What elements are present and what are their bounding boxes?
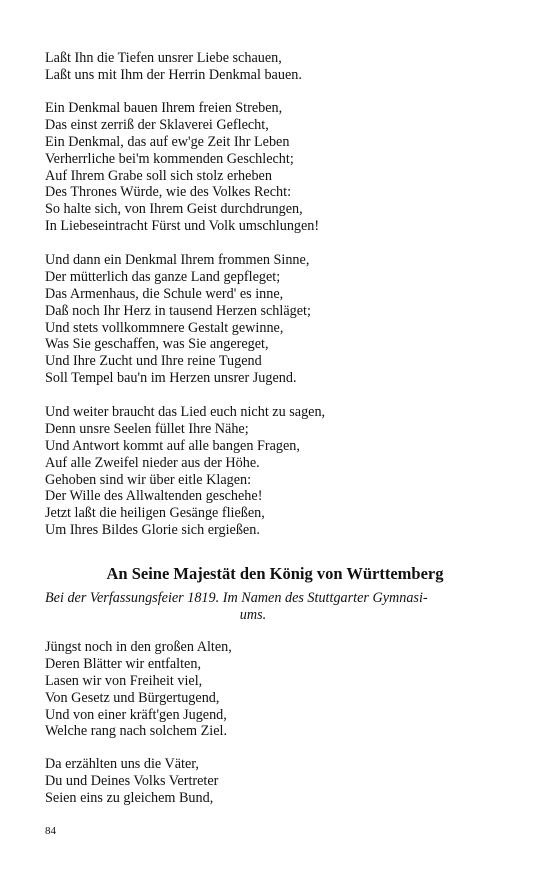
- verse-line: Der Wille des Allwaltenden geschehe!: [45, 488, 263, 505]
- poem-stanza: [45, 404, 475, 539]
- poem-stanza: [45, 639, 475, 740]
- page-number: 84: [45, 825, 56, 837]
- verse-line: Was Sie geschaffen, was Sie angereget,: [45, 336, 269, 353]
- subtitle-line: ums.: [239, 607, 267, 623]
- poem-subtitle: [45, 590, 461, 624]
- verse-line: Soll Tempel bau'n im Herzen unsrer Jugend.: [45, 370, 297, 387]
- verse-line: Das einst zerriß der Sklaverei Geflecht,: [45, 116, 269, 133]
- verse-line: Von Gesetz und Bürgertugend,: [45, 689, 220, 706]
- verse-line: Und Ihre Zucht und Ihre reine Tugend: [45, 353, 262, 370]
- verse-line: Ein Denkmal bauen Ihrem freien Streben,: [45, 100, 283, 116]
- verse-line: Lasen wir von Freiheit viel,: [45, 672, 203, 689]
- poem-title: An Seine Majestät den König von Württemberg: [106, 564, 444, 583]
- verse-line: Denn unsre Seelen füllet Ihre Nähe;: [45, 420, 249, 437]
- verse-line: Verherrliche bei'm kommenden Geschlecht;: [45, 150, 294, 167]
- verse-line: Auf alle Zweifel nieder aus der Höhe.: [45, 454, 260, 471]
- verse-line: Deren Blätter wir entfalten,: [45, 655, 201, 672]
- verse-line: Laßt Ihn die Tiefen unsrer Liebe schauen,: [45, 50, 282, 66]
- verse-line: Und dann ein Denkmal Ihrem frommen Sinne,: [45, 252, 310, 268]
- verse-line: Auf Ihrem Grabe soll sich stolz erheben: [45, 167, 272, 184]
- poem-stanza: [45, 756, 475, 807]
- verse-line: Daß noch Ihr Herz in tausend Herzen schläget;: [45, 302, 311, 319]
- verse-line: Und stets vollkommnere Gestalt gewinne,: [45, 319, 284, 336]
- verse-line: Des Thrones Würde, wie des Volkes Recht:: [45, 184, 292, 201]
- verse-line: Welche rang nach solchem Ziel.: [45, 723, 228, 740]
- verse-line: Und weiter braucht das Lied euch nicht zu sagen,: [45, 404, 326, 420]
- verse-line: Du und Deines Volks Vertreter: [45, 772, 219, 789]
- subtitle-line: Bei der Verfassungsfeier 1819. Im Namen des Stuttgarter Gymnasi-: [45, 590, 428, 606]
- verse-line: Und von einer kräft'gen Jugend,: [45, 706, 227, 723]
- verse-line: So halte sich, von Ihrem Geist durchdrungen,: [45, 201, 303, 218]
- verse-line: Und Antwort kommt auf alle bangen Fragen,: [45, 437, 300, 454]
- verse-line: Da erzählten uns die Väter,: [45, 756, 199, 772]
- verse-line: Der mütterlich das ganze Land gepfleget;: [45, 268, 281, 285]
- verse-line: Das Armenhaus, die Schule werd' es inne,: [45, 285, 284, 302]
- verse-line: Gehoben sind wir über eitle Klagen:: [45, 471, 252, 488]
- verse-line: Laßt uns mit Ihm der Herrin Denkmal bauen.: [45, 66, 302, 83]
- verse-line: Ein Denkmal, das auf ew'ge Zeit Ihr Leben: [45, 133, 290, 150]
- poem-stanza: [45, 50, 475, 84]
- verse-line: Jüngst noch in den großen Alten,: [45, 639, 232, 655]
- verse-line: Jetzt laßt die heiligen Gesänge fließen,: [45, 505, 265, 522]
- verse-line: Um Ihres Bildes Glorie sich ergießen.: [45, 522, 260, 539]
- verse-line: Seien eins zu gleichem Bund,: [45, 789, 214, 806]
- poem-stanza: [45, 252, 475, 387]
- verse-line: In Liebeseintracht Fürst und Volk umschlungen!: [45, 218, 320, 235]
- poem-stanza: [45, 100, 475, 235]
